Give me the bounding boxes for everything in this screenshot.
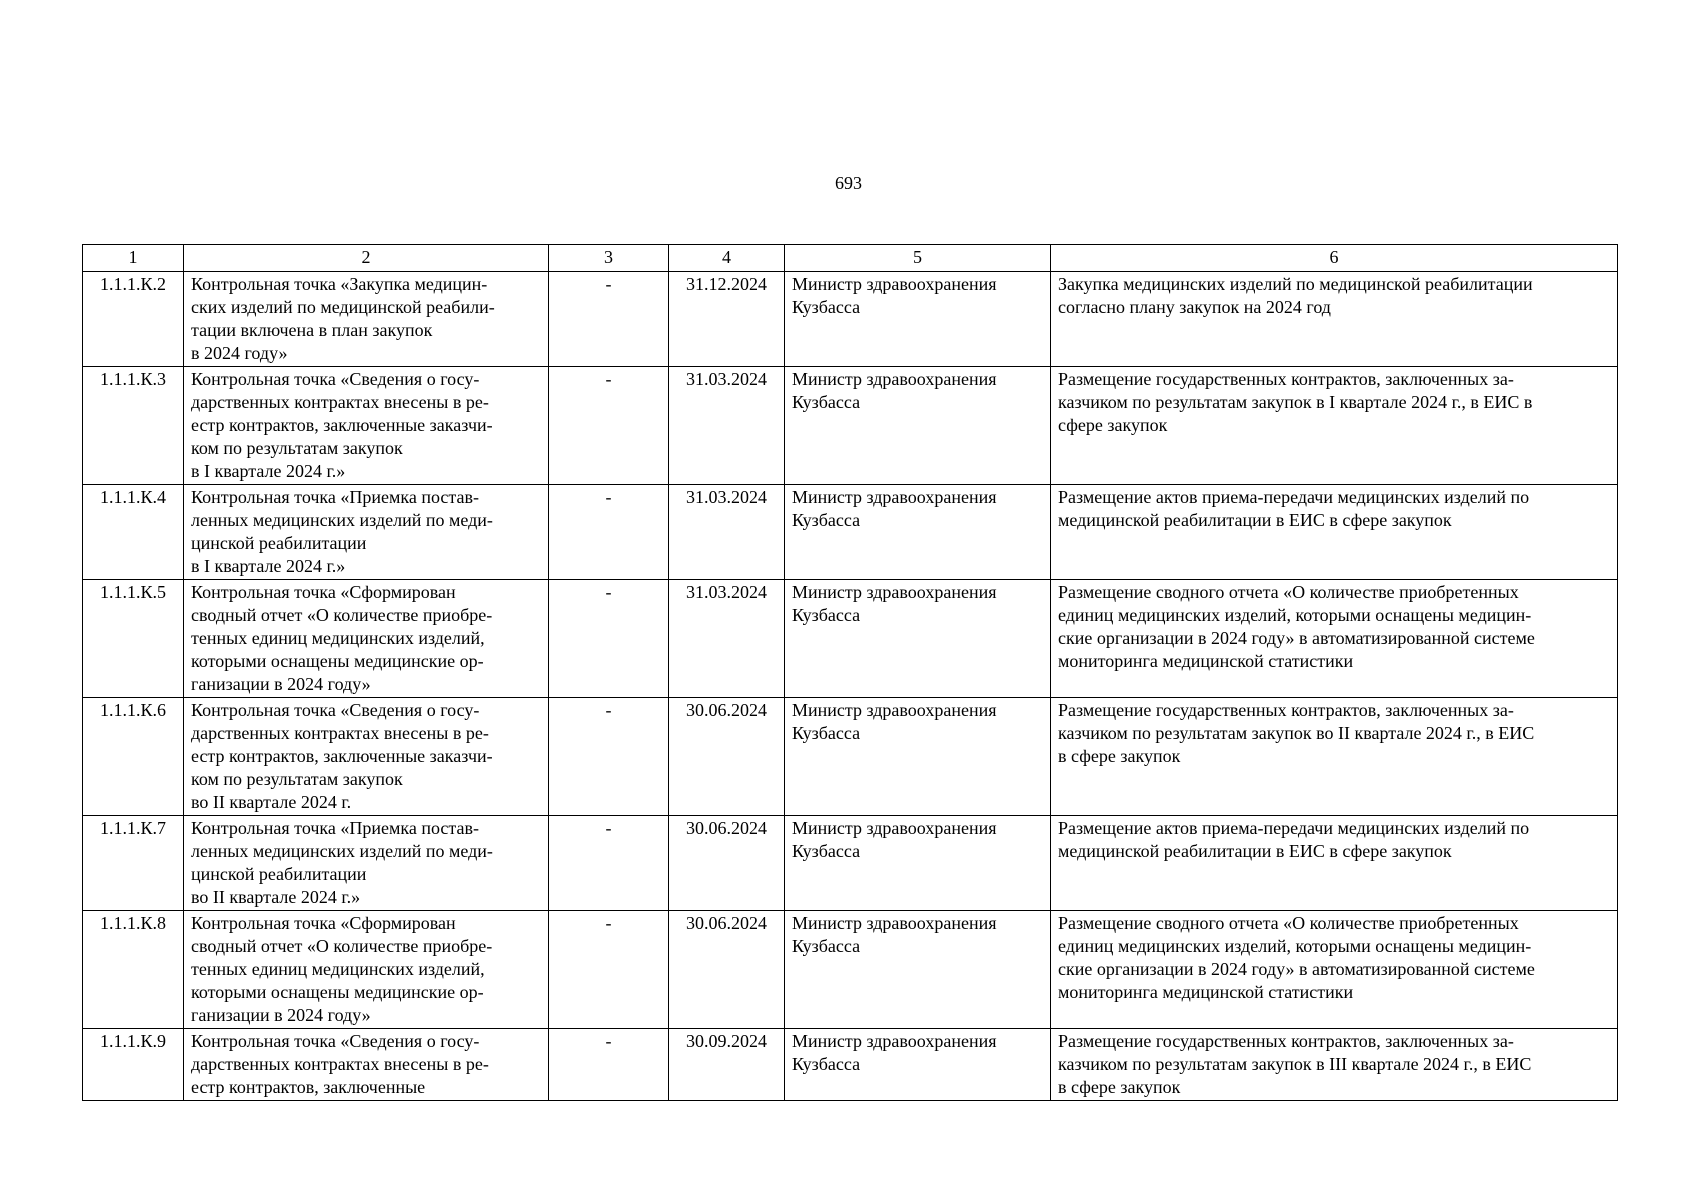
row-date: 30.06.2024 <box>669 911 785 1029</box>
row-mark: - <box>549 698 669 816</box>
row-responsible: Министр здравоохранения Кузбасса <box>785 911 1051 1029</box>
column-header: 6 <box>1051 245 1618 272</box>
row-description: Контрольная точка «Приемка постав- ленных медицинских изделий по меди- цинской реабилитации во II квартале 2024 г.» <box>184 816 549 911</box>
row-mark: - <box>549 816 669 911</box>
row-responsible: Министр здравоохранения Кузбасса <box>785 580 1051 698</box>
row-responsible: Министр здравоохранения Кузбасса <box>785 816 1051 911</box>
row-date: 30.06.2024 <box>669 698 785 816</box>
row-result: Размещение сводного отчета «О количестве приобретенных единиц медицинских изделий, которыми оснащены медицин- ские организации в 2024 году» в автоматизированной системе мониторинга медицинской статистики <box>1051 911 1618 1029</box>
row-description: Контрольная точка «Сформирован сводный отчет «О количестве приобре- тенных единиц медицинских изделий, которыми оснащены медицинские ор- ганизации в 2024 году» <box>184 911 549 1029</box>
row-mark: - <box>549 1029 669 1101</box>
row-date: 30.06.2024 <box>669 816 785 911</box>
table-row <box>83 698 1618 816</box>
row-description: Контрольная точка «Приемка постав- ленных медицинских изделий по меди- цинской реабилитации в I квартале 2024 г.» <box>184 485 549 580</box>
row-description: Контрольная точка «Закупка медицин- ских изделий по медицинской реабили- тации включена в план закупок в 2024 году» <box>184 272 549 367</box>
row-id: 1.1.1.К.8 <box>83 911 184 1029</box>
row-id: 1.1.1.К.6 <box>83 698 184 816</box>
row-responsible: Министр здравоохранения Кузбасса <box>785 698 1051 816</box>
row-result: Размещение государственных контрактов, заключенных за- казчиком по результатам закупок в III квартале 2024 г., в ЕИС в сфере закупок <box>1051 1029 1618 1101</box>
row-mark: - <box>549 485 669 580</box>
row-id: 1.1.1.К.9 <box>83 1029 184 1101</box>
column-header: 3 <box>549 245 669 272</box>
row-responsible: Министр здравоохранения Кузбасса <box>785 485 1051 580</box>
row-description: Контрольная точка «Сведения о госу- дарственных контрактах внесены в ре- естр контрактов, заключенные заказчи- ком по результатам закупок во II квартале 2024 г. <box>184 698 549 816</box>
table-header-row <box>83 245 1618 272</box>
row-id: 1.1.1.К.2 <box>83 272 184 367</box>
row-responsible: Министр здравоохранения Кузбасса <box>785 1029 1051 1101</box>
row-mark: - <box>549 272 669 367</box>
table-row <box>83 1029 1618 1101</box>
column-header: 1 <box>83 245 184 272</box>
row-responsible: Министр здравоохранения Кузбасса <box>785 272 1051 367</box>
row-date: 31.03.2024 <box>669 580 785 698</box>
row-date: 31.03.2024 <box>669 485 785 580</box>
row-id: 1.1.1.К.4 <box>83 485 184 580</box>
row-mark: - <box>549 367 669 485</box>
table-row <box>83 485 1618 580</box>
table-row <box>83 580 1618 698</box>
row-responsible: Министр здравоохранения Кузбасса <box>785 367 1051 485</box>
row-date: 31.12.2024 <box>669 272 785 367</box>
row-result: Размещение государственных контрактов, заключенных за- казчиком по результатам закупок во II квартале 2024 г., в ЕИС в сфере закупок <box>1051 698 1618 816</box>
row-date: 31.03.2024 <box>669 367 785 485</box>
column-header: 4 <box>669 245 785 272</box>
table-row <box>83 816 1618 911</box>
row-mark: - <box>549 911 669 1029</box>
row-description: Контрольная точка «Сформирован сводный отчет «О количестве приобре- тенных единиц медицинских изделий, которыми оснащены медицинские ор- ганизации в 2024 году» <box>184 580 549 698</box>
row-description: Контрольная точка «Сведения о госу- дарственных контрактах внесены в ре- естр контрактов, заключенные заказчи- ком по результатам закупок в I квартале 2024 г.» <box>184 367 549 485</box>
row-id: 1.1.1.К.5 <box>83 580 184 698</box>
page-number: 693 <box>835 173 862 193</box>
row-description: Контрольная точка «Сведения о госу- дарственных контрактах внесены в ре- естр контрактов, заключенные <box>184 1029 549 1101</box>
table-row <box>83 911 1618 1029</box>
table-row <box>83 272 1618 367</box>
row-result: Закупка медицинских изделий по медицинской реабилитации согласно плану закупок на 2024 год <box>1051 272 1618 367</box>
row-result: Размещение сводного отчета «О количестве приобретенных единиц медицинских изделий, которыми оснащены медицин- ские организации в 2024 году» в автоматизированной системе мониторинга медицинской статистики <box>1051 580 1618 698</box>
table-row <box>83 367 1618 485</box>
row-result: Размещение актов приема-передачи медицинских изделий по медицинской реабилитации в ЕИС в сфере закупок <box>1051 816 1618 911</box>
column-header: 2 <box>184 245 549 272</box>
row-mark: - <box>549 580 669 698</box>
row-id: 1.1.1.К.7 <box>83 816 184 911</box>
row-id: 1.1.1.К.3 <box>83 367 184 485</box>
column-header: 5 <box>785 245 1051 272</box>
control-points-table <box>82 244 1618 1101</box>
row-result: Размещение актов приема-передачи медицинских изделий по медицинской реабилитации в ЕИС в сфере закупок <box>1051 485 1618 580</box>
row-result: Размещение государственных контрактов, заключенных за- казчиком по результатам закупок в I квартале 2024 г., в ЕИС в сфере закупок <box>1051 367 1618 485</box>
row-date: 30.09.2024 <box>669 1029 785 1101</box>
